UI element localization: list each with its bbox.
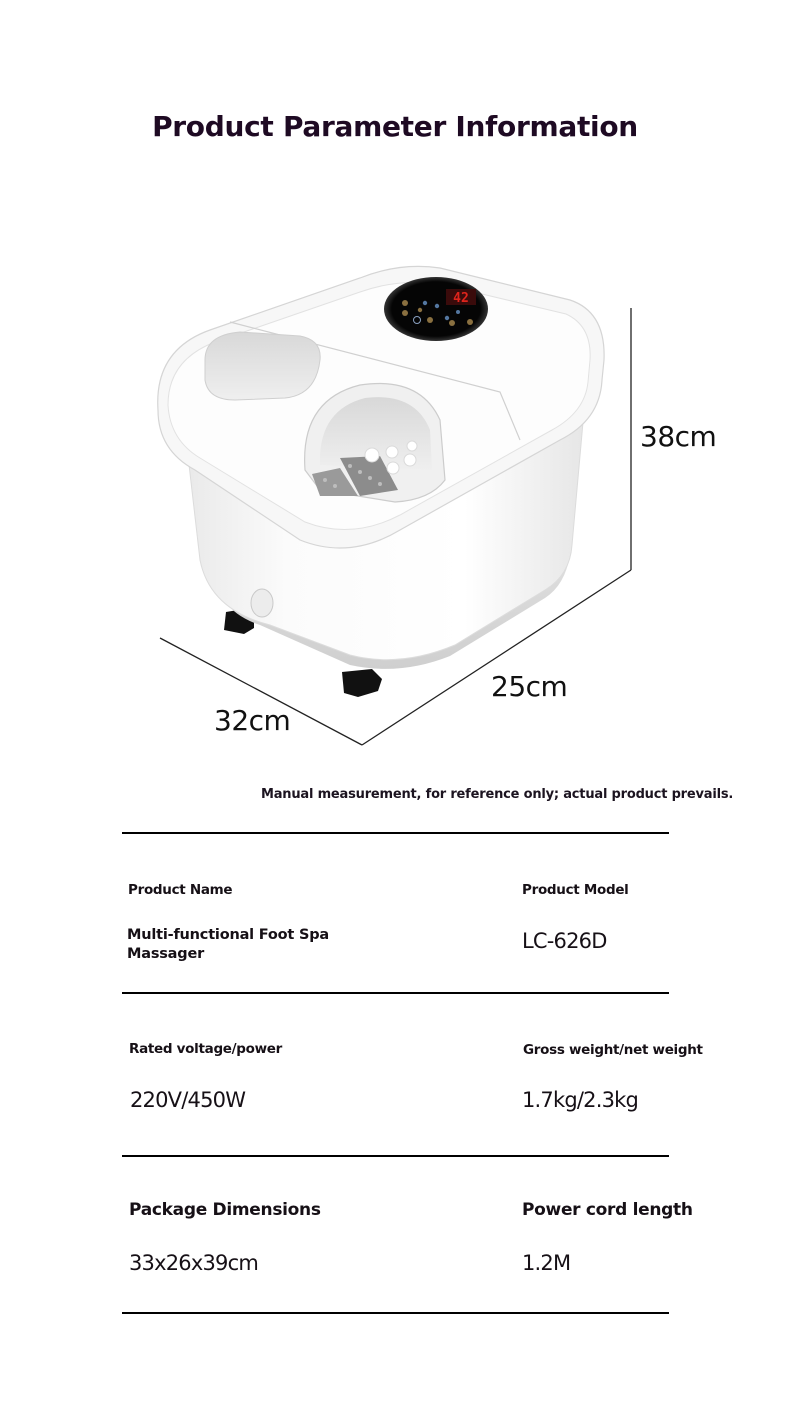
table-divider <box>122 992 669 994</box>
spec-value-rated-voltage-power: 220V/450W <box>130 1088 246 1112</box>
spec-value-package-dimensions: 33x26x39cm <box>129 1251 259 1275</box>
spec-label-power-cord-length: Power cord length <box>522 1200 693 1220</box>
spec-value-weight: 1.7kg/2.3kg <box>522 1088 639 1112</box>
spec-value-product-model: LC-626D <box>522 929 607 953</box>
width-dimension-label: 32cm <box>214 704 291 737</box>
spec-value-product-name: Multi-functional Foot Spa Massager <box>127 927 330 962</box>
spec-label-package-dimensions: Package Dimensions <box>129 1200 321 1220</box>
depth-dimension-label: 25cm <box>491 670 568 703</box>
height-dimension-label: 38cm <box>640 420 717 453</box>
drain-plug <box>251 589 273 617</box>
spec-label-product-model: Product Model <box>522 882 629 898</box>
control-panel <box>384 277 488 341</box>
page-title: Product Parameter Information <box>152 110 638 143</box>
spec-label-product-name: Product Name <box>128 882 233 898</box>
measurement-disclaimer: Manual measurement, for reference only; actual product prevails. <box>261 787 734 802</box>
table-divider <box>122 1155 669 1157</box>
table-divider-top <box>122 832 669 834</box>
table-divider-bottom <box>122 1312 669 1314</box>
left-handle-opening <box>205 332 320 400</box>
spec-label-rated-voltage-power: Rated voltage/power <box>129 1041 283 1057</box>
svg-text:42: 42 <box>453 291 469 306</box>
spec-label-weight: Gross weight/net weight <box>523 1042 703 1058</box>
spec-value-power-cord-length: 1.2M <box>522 1251 571 1275</box>
